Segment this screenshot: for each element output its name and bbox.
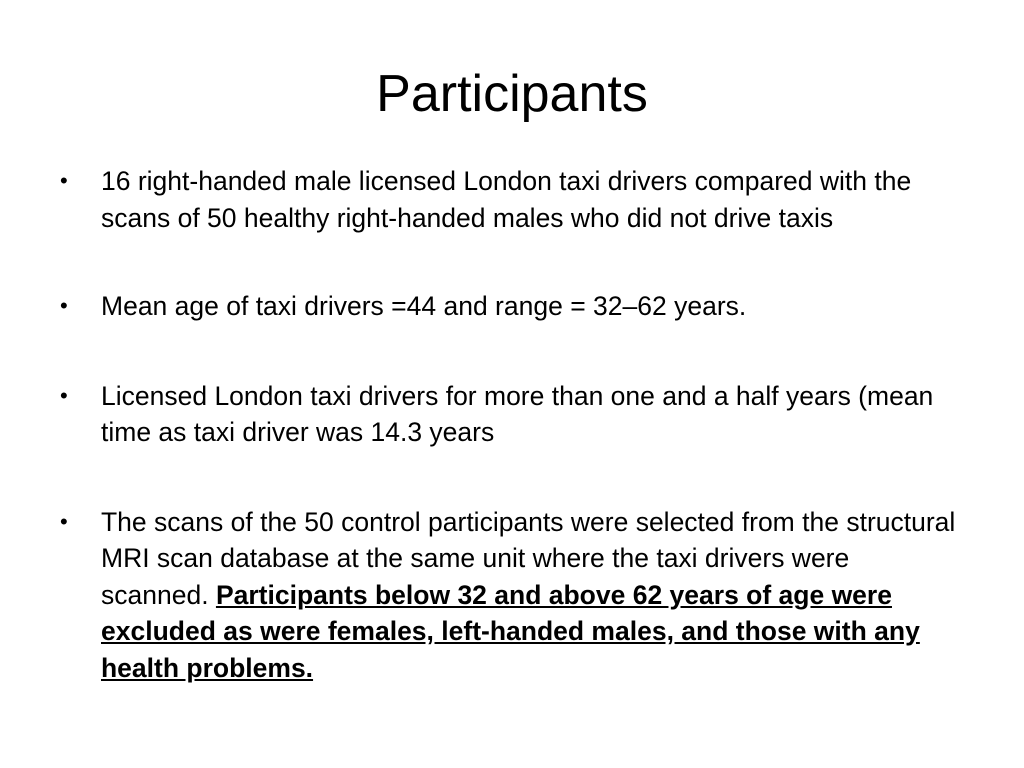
bullet-item (56, 504, 956, 687)
bullet-item (56, 378, 956, 451)
bullet-item (56, 288, 956, 325)
bullet-dot-icon: • (60, 382, 68, 408)
bullet-list (56, 163, 956, 704)
bullet-item (56, 163, 956, 236)
bullet-text: Licensed London taxi drivers for more than one and a half years (mean time as taxi driver was 14.3 years (101, 380, 934, 447)
bullet-text: Mean age of taxi drivers =44 and range = 32–62 years. (101, 291, 747, 321)
bullet-text: 16 right-handed male licensed London taxi drivers compared with the scans of 50 healthy right-handed males who did not drive taxis (101, 166, 912, 233)
bullet-dot-icon: • (60, 293, 68, 318)
bullet-dot-icon: • (60, 168, 68, 193)
bullet-dot-icon: • (60, 508, 68, 534)
slide-title: Participants (376, 65, 648, 123)
bullet-text: The scans of the 50 control participants were selected from the structural MRI scan database at the same unit where the taxi drivers were scanned. (101, 506, 956, 610)
bullet-emphasis-text: Participants below 32 and above 62 years of age were excluded as were females, left-handed males, and those with any health problems. (101, 579, 920, 683)
